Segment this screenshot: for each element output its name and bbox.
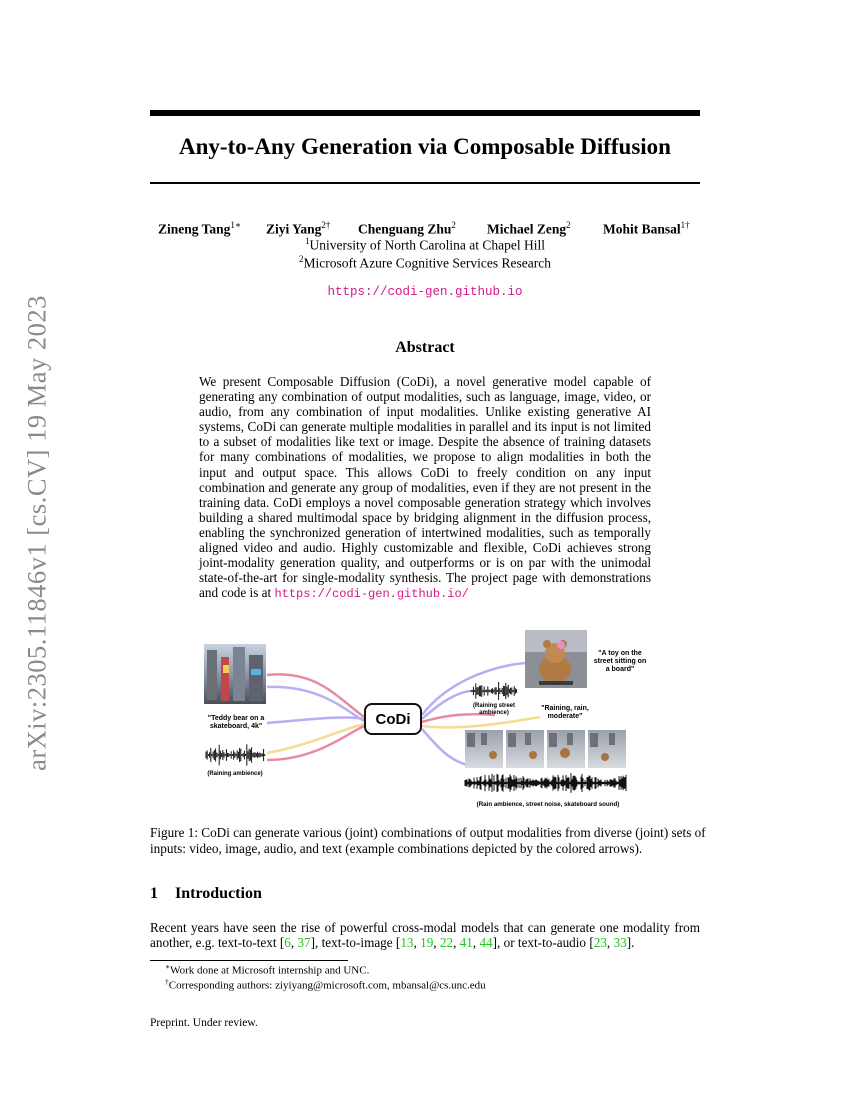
output-long-waveform xyxy=(465,773,626,793)
author: Mohit Bansal$^{1\dagger}$ xyxy=(603,220,690,237)
figure-caption: Figure 1: CoDi can generate various (joint) combinations of output modalities from diverse (joint) sets of inputs: video, image, audio, and text (example combinations depicted by the colored arrows). xyxy=(150,825,706,856)
footnote-rule xyxy=(150,960,348,961)
input-text-prompt: "Teddy bear on a skateboard, 4k" xyxy=(207,715,265,730)
output-text: "Raining, rain, moderate" xyxy=(541,705,589,720)
arrow-purple xyxy=(422,729,467,765)
input-audio-waveform xyxy=(206,744,265,765)
title-bottom-rule xyxy=(150,182,700,184)
input-image xyxy=(204,644,266,704)
output-image-caption: "A toy on the street sitting on a board" xyxy=(593,650,647,673)
output-image xyxy=(525,630,587,688)
citation[interactable]: 37 xyxy=(297,935,311,951)
author: Ziyi Yang$^{2\dagger}$ xyxy=(266,220,331,237)
output-audio-label: (Raining street ambience) xyxy=(472,703,515,716)
footnote: †Corresponding authors: ziyiyang@microsoft.com, mbansal@cs.unc.edu xyxy=(165,977,486,992)
abstract-text: We present Composable Diffusion (CoDi), a novel generative model capable of generating any combination of output modalities, such as language, image, video, or audio, from any combination of input modalities. Unlike existing generative AI systems, CoDi can generate multiple modalities in parallel and its input is not limited to a subset of modalities like text or image. Despite the absence of training datasets for many combinations of modalities, we propose to align modalities in both the input and output space. This allows CoDi to freely condition on any input combination and generate any group of modalities, even if they are not present in the training data. CoDi employs a novel composable generation strategy which involves building a shared multimodal space by bridging alignment in the diffusion process, enabling the synchronized generation of intertwined modalities, such as temporally aligned video and audio. Highly customizable and flexible, CoDi achieves strong joint-modality generation quality, and outperforms or is on par with the unimodal state-of-the-art for single-modality synthesis. The project page with demonstrations and code is at https://codi-gen.github.io/ xyxy=(199,374,651,602)
output-video-frames xyxy=(465,730,626,768)
paper-title: Any-to-Any Generation via Composable Diffusion xyxy=(179,134,671,159)
output-audio-waveform xyxy=(471,682,517,700)
citation[interactable]: 6 xyxy=(284,935,291,951)
citation[interactable]: 44 xyxy=(479,935,493,951)
preprint-note: Preprint. Under review. xyxy=(150,1017,258,1029)
author: Zineng Tang$^{1∗}$ xyxy=(158,220,242,237)
codi-model-box: CoDi xyxy=(364,703,422,735)
citation[interactable]: 22 xyxy=(439,935,454,951)
intro-paragraph: Recent years have seen the rise of powerful cross-modal models that can generate one modality from another, e.g. text-to-text [6, 37], text-to-image [13, 19, 22, 41, 44], or text-to-audio [23, 33]. xyxy=(150,920,700,951)
citation[interactable]: 41 xyxy=(459,935,473,951)
affiliation: $^1$University of North Carolina at Chapel Hill xyxy=(305,236,545,253)
output-video-audio-label: (Rain ambience, street noise, skateboard sound) xyxy=(476,801,620,808)
title-top-rule xyxy=(150,110,700,116)
input-audio-label: (Raining ambience) xyxy=(207,771,263,777)
affiliation: $^2$Microsoft Azure Cognitive Services Research xyxy=(299,254,551,271)
arxiv-stamp: arXiv:2305.11846v1 [cs.CV] 19 May 2023 xyxy=(21,295,52,771)
figure-1 xyxy=(195,625,655,815)
arrow-yellow xyxy=(267,724,364,753)
abstract-heading: Abstract xyxy=(395,339,455,356)
abstract-link[interactable]: https://codi-gen.github.io/ xyxy=(274,587,469,602)
arrow-pink xyxy=(267,726,364,760)
citation[interactable]: 19 xyxy=(420,935,434,951)
section-heading: 1 Introduction xyxy=(150,885,262,902)
footnote: ∗Work done at Microsoft internship and UNC. xyxy=(165,962,370,977)
citation[interactable]: 13 xyxy=(400,935,414,951)
arrow-purple xyxy=(267,718,364,723)
citation[interactable]: 33 xyxy=(613,935,627,951)
citation[interactable]: 23 xyxy=(593,935,607,951)
project-link[interactable]: https://codi-gen.github.io xyxy=(327,285,523,299)
author: Chenguang Zhu$^2$ xyxy=(358,220,456,237)
author: Michael Zeng$^2$ xyxy=(487,220,571,237)
